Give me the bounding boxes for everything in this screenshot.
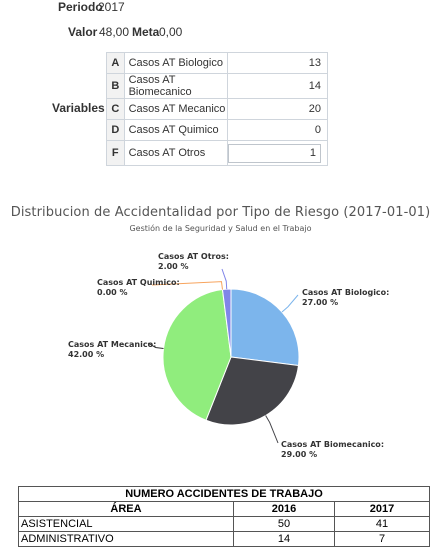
column-header-2017: 2017	[335, 502, 430, 517]
variable-value: 13	[228, 53, 328, 74]
accidents-table-header-row	[19, 502, 430, 517]
variable-value-input[interactable]: 1	[228, 144, 321, 163]
variable-value-cell	[228, 141, 328, 166]
pie-label-mecanico: Casos AT Mecanico: 42.00 %	[68, 340, 157, 359]
value-2016-cell: 14	[234, 532, 335, 547]
valor-label: Valor	[68, 25, 98, 39]
variable-row-f	[107, 141, 328, 166]
area-cell: ASISTENCIAL	[19, 517, 234, 532]
accidents-table-title-row	[19, 487, 430, 502]
pie-connector-line	[222, 269, 227, 289]
variable-name: Casos AT Quimico	[124, 120, 227, 141]
table-row	[19, 532, 430, 547]
area-cell: ADMINISTRATIVO	[19, 532, 234, 547]
variable-letter: D	[107, 120, 125, 141]
accidents-table-title: NUMERO ACCIDENTES DE TRABAJO	[19, 487, 430, 502]
variable-row-b	[107, 74, 328, 99]
column-header-area: ÁREA	[19, 502, 234, 517]
pie-label-otros: Casos AT Otros: 2.00 %	[158, 252, 229, 271]
value-2016-cell: 50	[234, 517, 335, 532]
variable-name: Casos AT Biologico	[124, 53, 227, 74]
pie-label-name: Casos AT Mecanico	[68, 340, 154, 349]
variable-value: 20	[228, 99, 328, 120]
variable-name: Casos AT Mecanico	[124, 99, 227, 120]
pie-label-name: Casos AT Biologico	[302, 288, 387, 297]
periodo-value: 2017	[98, 0, 125, 14]
chart-title: Distribucion de Accidentalidad por Tipo de Riesgo (2017-01-01)	[10, 205, 431, 220]
variables-table	[106, 52, 328, 166]
variable-letter: B	[107, 74, 125, 99]
valor-value: 48,00	[99, 25, 130, 39]
pie-label-name: Casos AT Biomecanico	[281, 440, 381, 449]
variable-letter: A	[107, 53, 125, 74]
chart-subtitle: Gestión de la Seguridad y Salud en el Trabajo	[129, 224, 312, 233]
pie-label-percent: 0.00 %	[97, 288, 128, 297]
meta-label: Meta	[132, 25, 160, 39]
pie-label-percent: 2.00 %	[158, 262, 189, 271]
accidents-table	[18, 486, 430, 547]
pie-label-quimico: Casos AT Quimico: 0.00 %	[97, 278, 180, 297]
table-row	[19, 517, 430, 532]
value-2017-cell: 7	[335, 532, 430, 547]
pie-connector-line	[266, 416, 278, 443]
variable-letter: C	[107, 99, 125, 120]
pie-label-name: Casos AT Quimico	[97, 278, 177, 287]
pie-label-biomecanico: Casos AT Biomecanico: 29.00 %	[281, 440, 385, 459]
pie-label-percent: 27.00 %	[302, 298, 339, 307]
variable-row-a	[107, 53, 328, 74]
periodo-label: Periodo	[58, 0, 103, 14]
variable-name: Casos AT Biomecanico	[124, 74, 227, 99]
pie-label-name: Casos AT Otros	[158, 252, 226, 261]
pie-slice-casos-at-biologico[interactable]	[231, 289, 299, 366]
variable-row-d	[107, 120, 328, 141]
variable-value: 0	[228, 120, 328, 141]
column-header-2016: 2016	[234, 502, 335, 517]
pie-connector-line	[282, 295, 298, 312]
pie-label-biologico: Casos AT Biologico: 27.00 %	[302, 288, 390, 307]
variable-letter: F	[107, 141, 125, 166]
value-2017-cell: 41	[335, 517, 430, 532]
pie-label-percent: 29.00 %	[281, 450, 318, 459]
variable-name: Casos AT Otros	[124, 141, 227, 166]
variable-value: 14	[228, 74, 328, 99]
meta-value: 0,00	[159, 25, 183, 39]
pie-label-percent: 42.00 %	[68, 350, 105, 359]
variables-label: Variables	[52, 101, 105, 115]
variable-row-c	[107, 99, 328, 120]
